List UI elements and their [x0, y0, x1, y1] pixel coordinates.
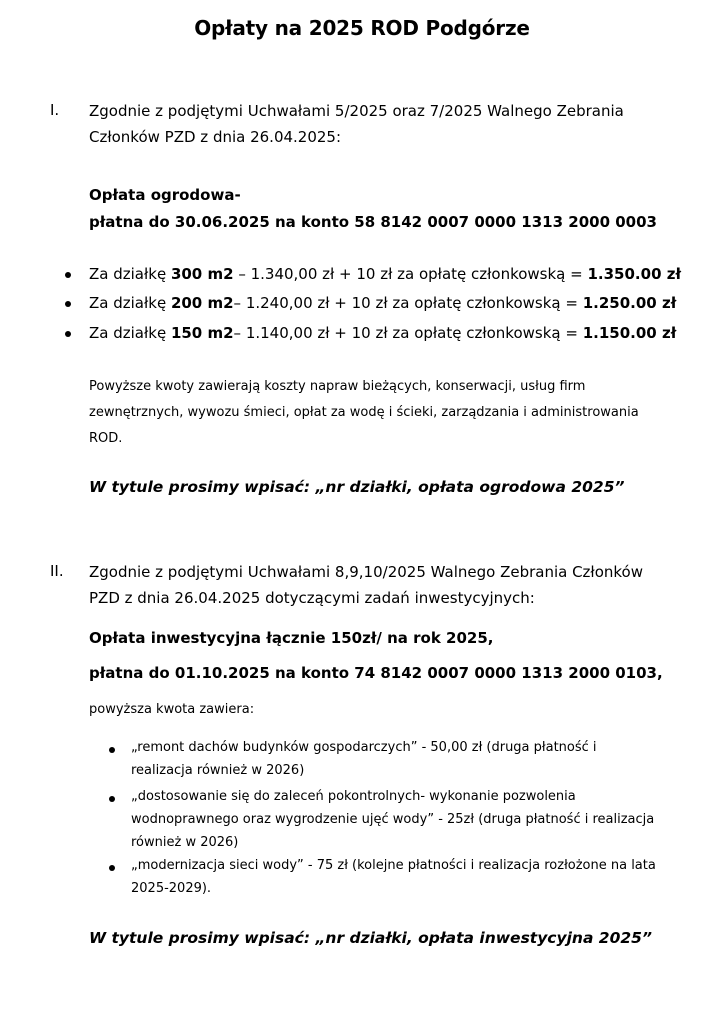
plot-fee-300: Za działkę 300 m2 – 1.340,00 zł + 10 zł za opłatę członkowską = 1.350.00 zł	[89, 265, 682, 283]
investment-fee-transfer-title: W tytule prosimy wpisać: „nr działki, opłata inwestycyjna 2025”	[89, 929, 652, 947]
garden-fee-transfer-title: W tytule prosimy wpisać: „nr działki, opłata ogrodowa 2025”	[89, 478, 625, 496]
plot-fee-200: Za działkę 200 m2– 1.240,00 zł + 10 zł za opłatę członkowską = 1.250.00 zł	[89, 294, 677, 312]
garden-fee-deadline: płatna do 30.06.2025 na konto 58 8142 0007 0000 1313 2000 0003	[89, 213, 657, 231]
investment-fee-deadline: płatna do 01.10.2025 na konto 74 8142 0007 0000 1313 2000 0103,	[89, 664, 663, 682]
section-2-intro	[89, 559, 689, 611]
section-2-intro-line1: Zgodnie z podjętymi Uchwałami 8,9,10/2025 Walnego Zebrania Członków	[89, 563, 643, 581]
section-1-intro-line1: Zgodnie z podjętymi Uchwałami 5/2025 oraz 7/2025 Walnego Zebrania	[89, 102, 624, 120]
bullet-dot	[109, 796, 115, 802]
investment-fee-heading: Opłata inwestycyjna łącznie 150zł/ na rok 2025,	[89, 629, 494, 647]
investment-item-water-permit: „dostosowanie się do zaleceń pokontrolnych- wykonanie pozwolenia wodnoprawnego oraz wygrodzenie ujęć wody” - 25zł (druga płatność i realizacja również w 2026)	[131, 789, 655, 850]
plot-fee-150: Za działkę 150 m2– 1.140,00 zł + 10 zł za opłatę członkowską = 1.150.00 zł	[89, 324, 677, 342]
bullet-dot	[65, 331, 71, 337]
section-1-numeral: I.	[50, 101, 60, 119]
page-title: Opłaty na 2025 ROD Podgórze	[194, 16, 530, 40]
investment-includes-label: powyższa kwota zawiera:	[89, 702, 255, 717]
section-1-intro	[89, 98, 689, 150]
bullet-dot	[65, 272, 71, 278]
investment-item-roofs: „remont dachów budynków gospodarczych” - 50,00 zł (druga płatność i realizacja również w 2026)	[131, 740, 597, 778]
garden-fee-heading: Opłata ogrodowa-	[89, 186, 241, 204]
section-1-intro-line2: Członków PZD z dnia 26.04.2025:	[89, 128, 342, 146]
bullet-dot	[109, 747, 115, 753]
garden-fee-note: Powyższe kwoty zawierają koszty napraw bieżących, konserwacji, usług firm zewnętrznych, wywozu śmieci, opłat za wodę i ścieki, zarządzania i administrowania ROD.	[89, 379, 639, 446]
bullet-dot	[109, 865, 115, 871]
bullet-dot	[65, 301, 71, 307]
section-2-intro-line2: PZD z dnia 26.04.2025 dotyczącymi zadań inwestycyjnych:	[89, 589, 535, 607]
investment-item-water-network: „modernizacja sieci wody” - 75 zł (kolejne płatności i realizacja rozłożone na lata 2025-2029).	[131, 858, 656, 896]
section-2-numeral: II.	[50, 562, 64, 580]
